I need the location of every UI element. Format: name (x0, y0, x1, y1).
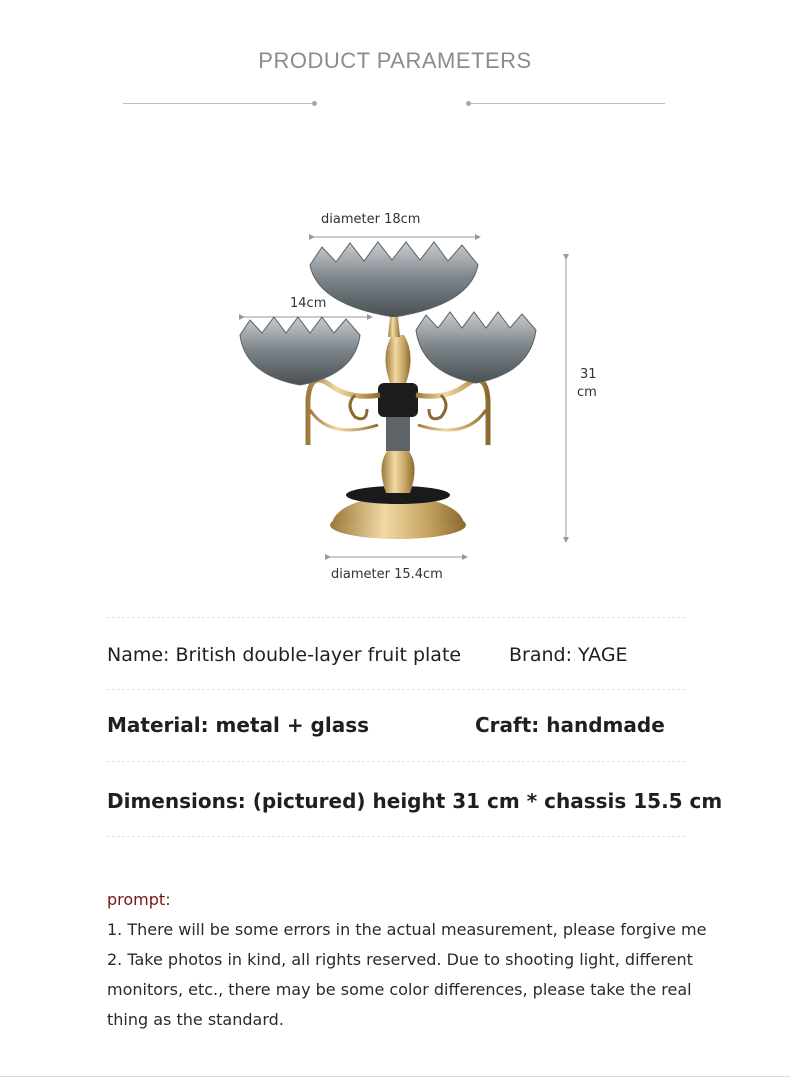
product-craft: Craft: handmade (475, 713, 665, 737)
divider (107, 836, 685, 837)
height-value-label: 31 (580, 367, 597, 382)
header-divider-dot-left (312, 101, 317, 106)
prompt-line: 1. There will be some errors in the actual measurement, please forgive me (107, 920, 707, 939)
header-divider-left (123, 103, 313, 104)
product-material: Material: metal + glass (107, 713, 370, 737)
page-title: PRODUCT PARAMETERS (258, 48, 532, 73)
top-diameter-label: diameter 18cm (321, 212, 421, 227)
product-image (210, 195, 610, 595)
header-divider-right (470, 103, 665, 104)
product-brand: Brand: YAGE (509, 644, 628, 666)
divider (107, 689, 685, 690)
side-diameter-label: 14cm (290, 296, 327, 311)
prompt-line: monitors, etc., there may be some color differences, please take the real (107, 980, 692, 999)
header-divider-dot-right (466, 101, 471, 106)
prompt-line: thing as the standard. (107, 1010, 284, 1029)
divider (107, 617, 685, 618)
base-diameter-label: diameter 15.4cm (331, 567, 443, 582)
prompt-title: prompt: (107, 890, 171, 909)
bottom-divider (0, 1076, 790, 1077)
product-dimensions: Dimensions: (pictured) height 31 cm * chassis 15.5 cm (107, 789, 723, 813)
product-name: Name: British double-layer fruit plate (107, 644, 462, 666)
height-unit-label: cm (577, 385, 597, 400)
divider (107, 761, 685, 762)
prompt-line: 2. Take photos in kind, all rights reserved. Due to shooting light, different (107, 950, 693, 969)
